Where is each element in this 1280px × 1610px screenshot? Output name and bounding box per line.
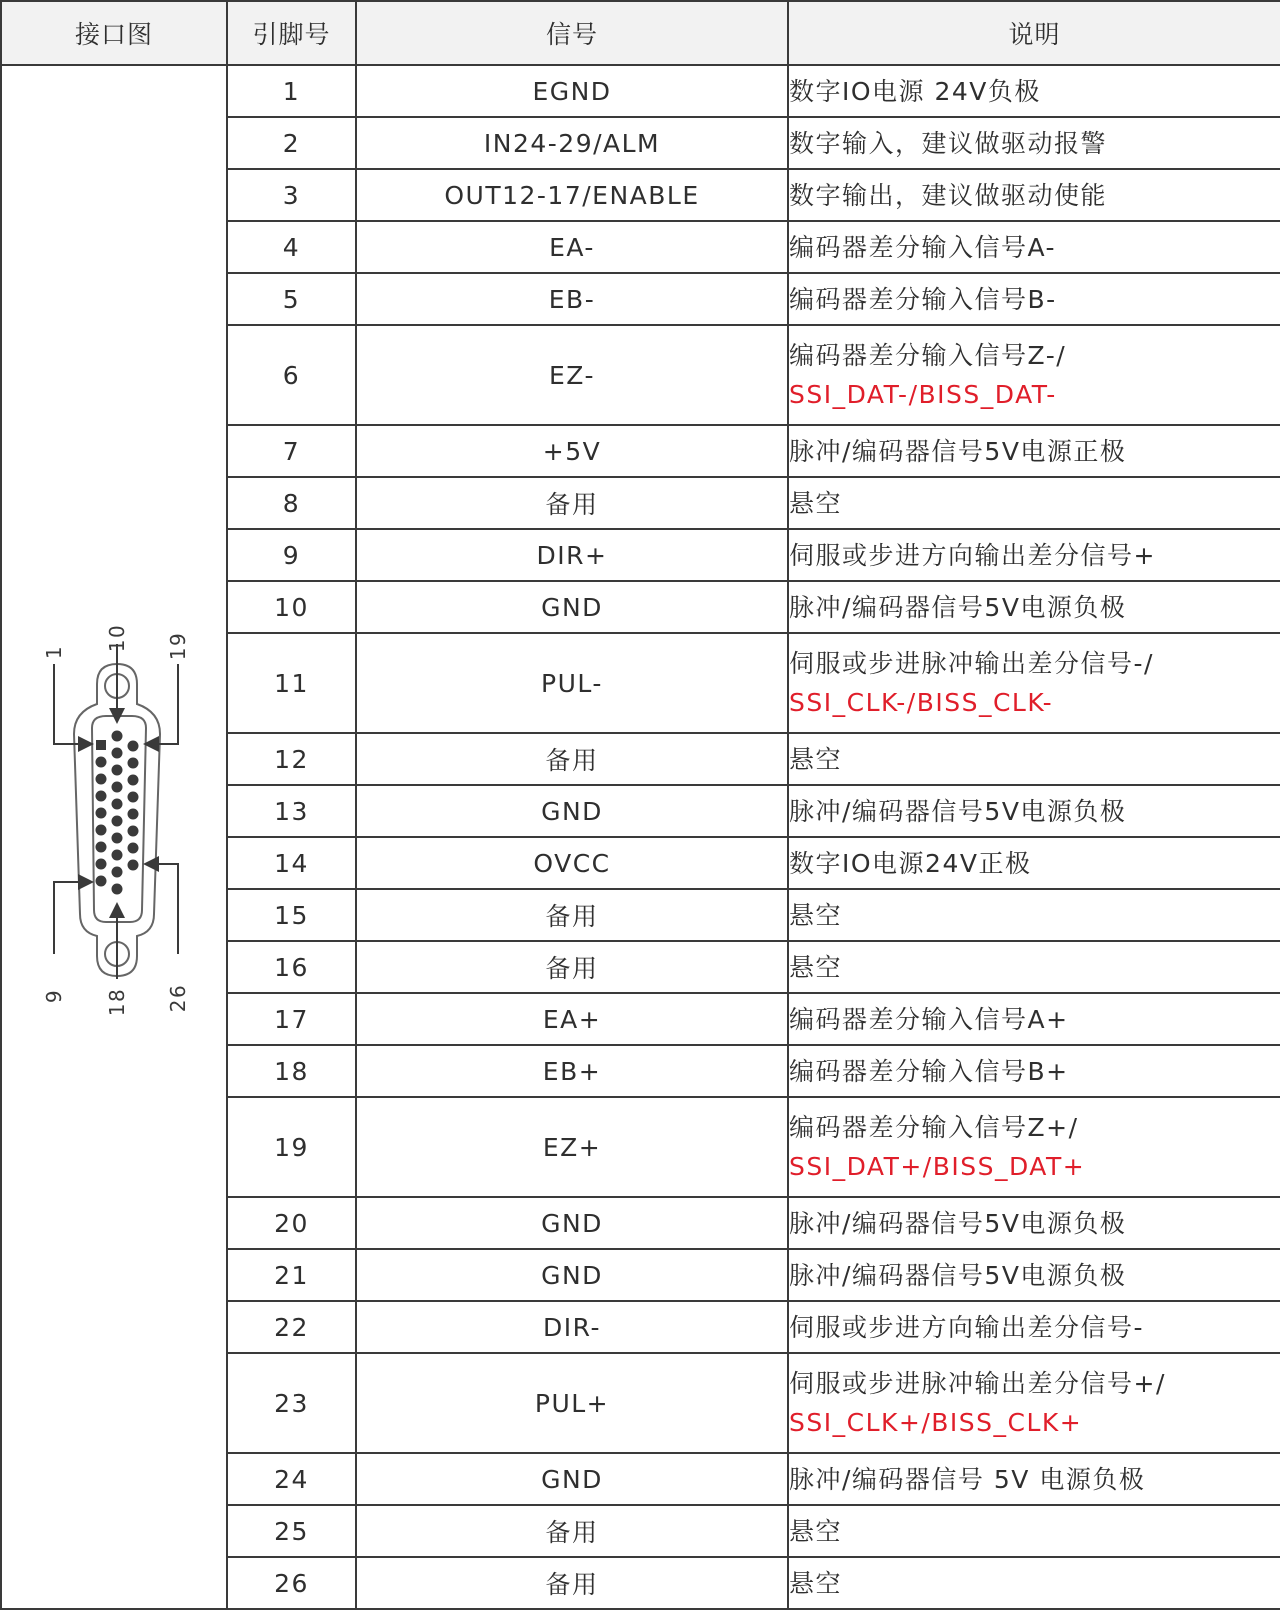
label-pin-18: 18	[105, 987, 129, 1017]
pin-number: 25	[227, 1505, 356, 1557]
signal-name: EA-	[356, 221, 788, 273]
signal-name: IN24-29/ALM	[356, 117, 788, 169]
signal-name: OVCC	[356, 837, 788, 889]
description	[788, 325, 1280, 425]
description-text: 编码器差分输入信号A+	[789, 1004, 1069, 1034]
description	[788, 633, 1280, 733]
header-pin: 引脚号	[227, 1, 356, 65]
pin-number: 11	[227, 633, 356, 733]
pin-holes	[96, 731, 139, 895]
description-text: 编码器差分输入信号A-	[789, 232, 1057, 262]
description-text: 脉冲/编码器信号 5V 电源负极	[789, 1464, 1146, 1494]
description-protocol: SSI_CLK+/BISS_CLK+	[789, 1408, 1083, 1437]
description	[788, 941, 1280, 993]
description-text: 脉冲/编码器信号5V电源负极	[789, 592, 1127, 622]
description	[788, 273, 1280, 325]
label-pin-26: 26	[166, 983, 190, 1013]
description-text: 伺服或步进脉冲输出差分信号+/	[789, 1369, 1166, 1398]
description	[788, 65, 1280, 117]
label-pin-10: 10	[105, 624, 129, 653]
description	[788, 477, 1280, 529]
signal-name: GND	[356, 1197, 788, 1249]
signal-name: PUL-	[356, 633, 788, 733]
signal-name: 备用	[356, 1557, 788, 1609]
signal-name: 备用	[356, 1505, 788, 1557]
description	[788, 785, 1280, 837]
description-text: 伺服或步进方向输出差分信号+	[789, 540, 1156, 570]
pin-number: 26	[227, 1557, 356, 1609]
description	[788, 889, 1280, 941]
signal-name: 备用	[356, 477, 788, 529]
pin-number: 14	[227, 837, 356, 889]
pin-number: 2	[227, 117, 356, 169]
db26-connector-diagram	[2, 624, 228, 1044]
signal-name: 备用	[356, 733, 788, 785]
signal-name: EB-	[356, 273, 788, 325]
label-pin-1: 1	[42, 644, 66, 660]
description-text: 脉冲/编码器信号5V电源负极	[789, 1260, 1127, 1290]
description-text: 编码器差分输入信号Z-/	[789, 341, 1067, 370]
description	[788, 1301, 1280, 1353]
description	[788, 733, 1280, 785]
signal-name: 备用	[356, 889, 788, 941]
description	[788, 1197, 1280, 1249]
description-text: 悬空	[789, 1516, 843, 1546]
description-text: 悬空	[789, 952, 843, 982]
signal-name: DIR-	[356, 1301, 788, 1353]
pin-number: 21	[227, 1249, 356, 1301]
description	[788, 529, 1280, 581]
signal-name: EZ+	[356, 1097, 788, 1197]
description	[788, 581, 1280, 633]
pin-number: 15	[227, 889, 356, 941]
signal-name: OUT12-17/ENABLE	[356, 169, 788, 221]
header-diagram: 接口图	[1, 1, 227, 65]
description-text: 脉冲/编码器信号5V电源正极	[789, 436, 1127, 466]
description	[788, 1097, 1280, 1197]
signal-name: EGND	[356, 65, 788, 117]
signal-name: EZ-	[356, 325, 788, 425]
label-pin-9: 9	[42, 988, 66, 1004]
pin-number: 19	[227, 1097, 356, 1197]
header-description: 说明	[788, 1, 1280, 65]
signal-name: GND	[356, 1453, 788, 1505]
signal-name: DIR+	[356, 529, 788, 581]
pin-number: 7	[227, 425, 356, 477]
description	[788, 117, 1280, 169]
pin-number: 1	[227, 65, 356, 117]
description	[788, 993, 1280, 1045]
description	[788, 1249, 1280, 1301]
description-text: 数字IO电源24V正极	[789, 848, 1032, 878]
description	[788, 221, 1280, 273]
signal-name: GND	[356, 581, 788, 633]
pin-number: 20	[227, 1197, 356, 1249]
signal-name: EA+	[356, 993, 788, 1045]
pin-number: 6	[227, 325, 356, 425]
label-pin-19: 19	[166, 631, 190, 661]
description	[788, 425, 1280, 477]
pin-number: 8	[227, 477, 356, 529]
description-protocol: SSI_DAT+/BISS_DAT+	[789, 1152, 1086, 1181]
description-text: 数字IO电源 24V负极	[789, 76, 1041, 106]
pin-number: 18	[227, 1045, 356, 1097]
signal-name: GND	[356, 785, 788, 837]
description-protocol: SSI_DAT-/BISS_DAT-	[789, 380, 1057, 409]
table-row	[1, 65, 1280, 117]
description-text: 编码器差分输入信号B+	[789, 1056, 1069, 1086]
description-text: 悬空	[789, 900, 843, 930]
pin-number: 16	[227, 941, 356, 993]
pin-number: 3	[227, 169, 356, 221]
pin-number: 23	[227, 1353, 356, 1453]
signal-name: PUL+	[356, 1353, 788, 1453]
description-text: 伺服或步进方向输出差分信号-	[789, 1312, 1145, 1342]
pin-number: 9	[227, 529, 356, 581]
pin-number: 17	[227, 993, 356, 1045]
description	[788, 169, 1280, 221]
signal-name: EB+	[356, 1045, 788, 1097]
header-signal: 信号	[356, 1, 788, 65]
description-text: 悬空	[789, 1568, 843, 1598]
pin-number: 4	[227, 221, 356, 273]
pin-number: 13	[227, 785, 356, 837]
description-text: 编码器差分输入信号Z+/	[789, 1113, 1079, 1142]
description-protocol: SSI_CLK-/BISS_CLK-	[789, 688, 1054, 717]
pin-number: 12	[227, 733, 356, 785]
description	[788, 1505, 1280, 1557]
signal-name: 备用	[356, 941, 788, 993]
pin-number: 10	[227, 581, 356, 633]
description	[788, 1045, 1280, 1097]
description-text: 脉冲/编码器信号5V电源负极	[789, 796, 1127, 826]
description-text: 悬空	[789, 488, 843, 518]
pin-number: 22	[227, 1301, 356, 1353]
description-text: 伺服或步进脉冲输出差分信号-/	[789, 649, 1154, 678]
description	[788, 837, 1280, 889]
description-text: 悬空	[789, 744, 843, 774]
pin-number: 24	[227, 1453, 356, 1505]
description-text: 编码器差分输入信号B-	[789, 284, 1057, 314]
pin-number: 5	[227, 273, 356, 325]
signal-name: +5V	[356, 425, 788, 477]
description	[788, 1453, 1280, 1505]
connector-diagram-cell	[1, 65, 227, 1609]
description	[788, 1557, 1280, 1609]
leader-lines	[54, 644, 178, 979]
description-text: 数字输入，建议做驱动报警	[789, 128, 1108, 158]
pin-1-marker	[96, 740, 106, 750]
description	[788, 1353, 1280, 1453]
signal-name: GND	[356, 1249, 788, 1301]
description-text: 脉冲/编码器信号5V电源负极	[789, 1208, 1127, 1238]
header-row	[1, 1, 1280, 65]
description-text: 数字输出，建议做驱动使能	[789, 180, 1108, 210]
